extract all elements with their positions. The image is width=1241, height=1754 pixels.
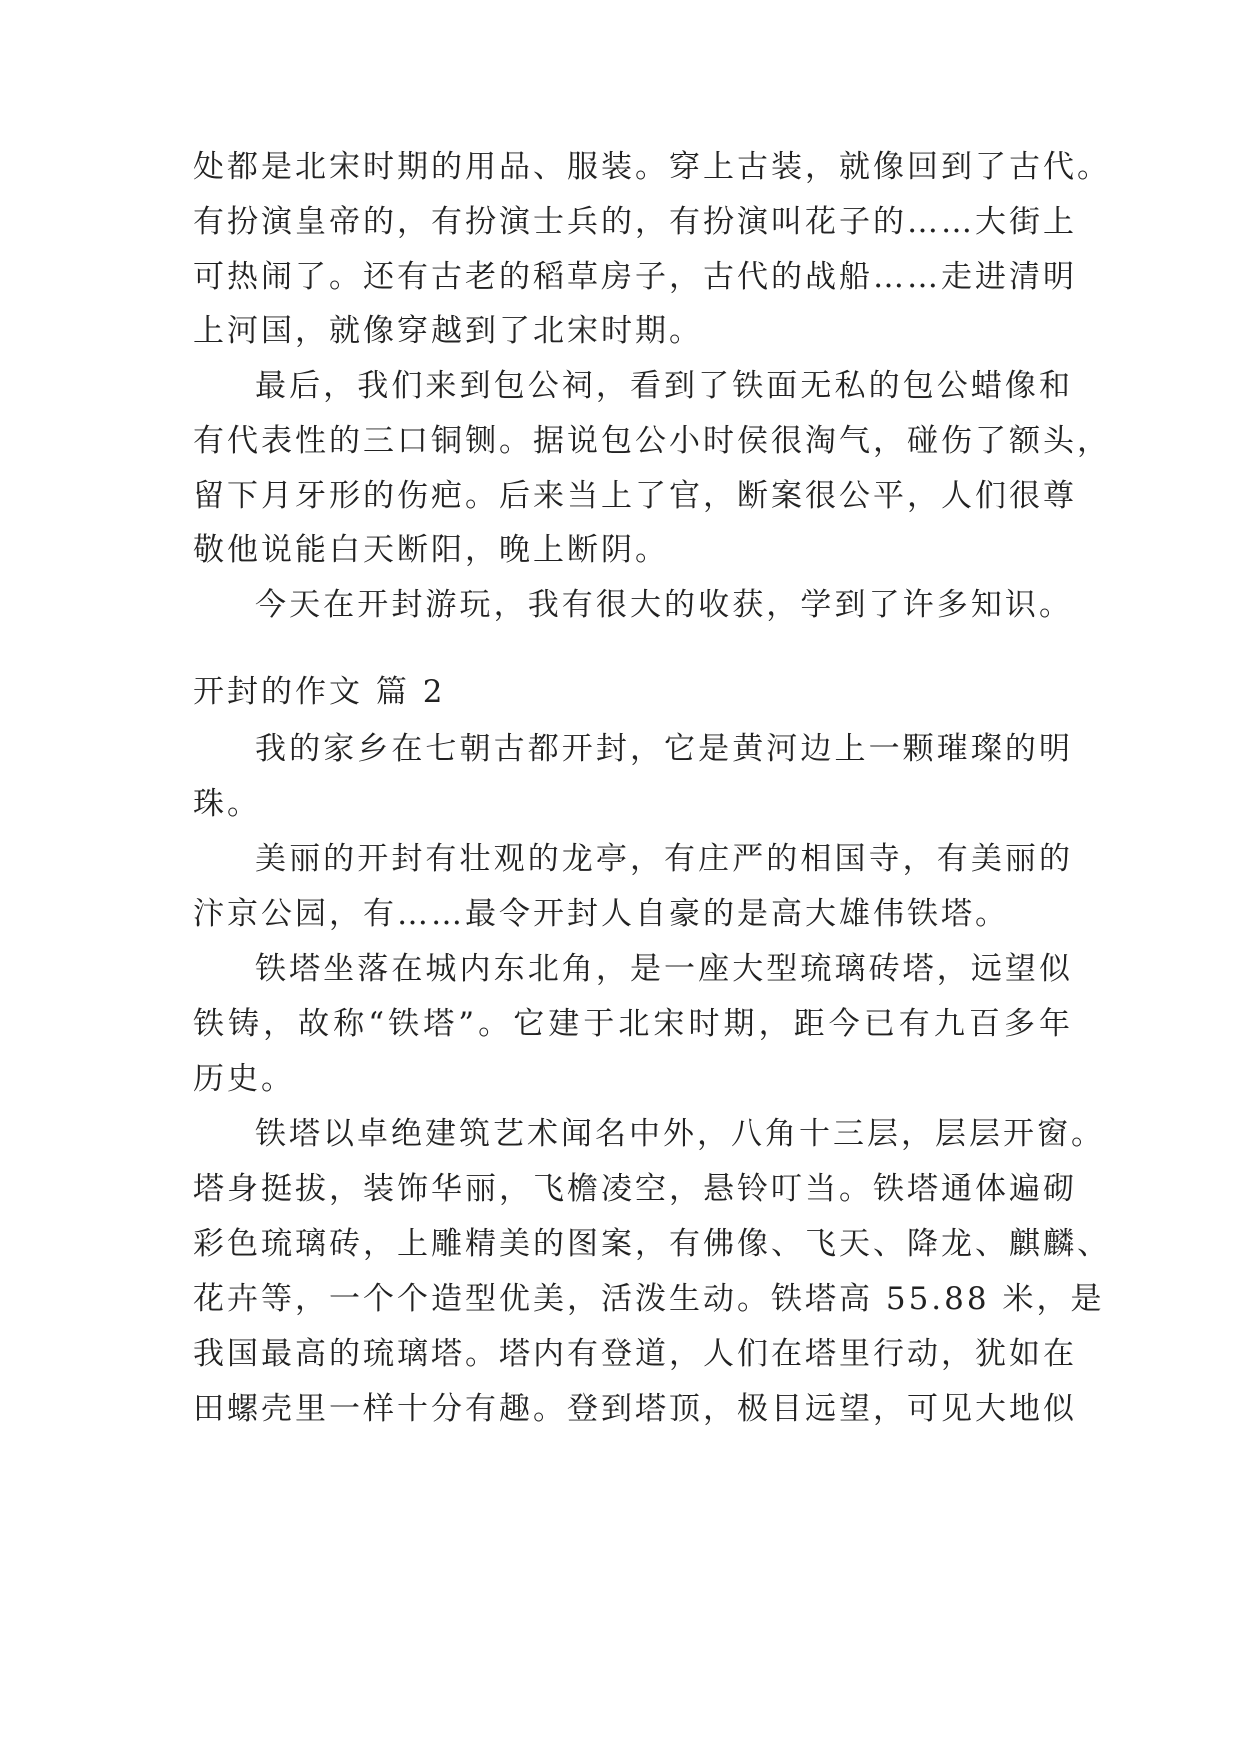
paragraph-line: 美丽的开封有壮观的龙亭，有庄严的相国寺，有美丽的 <box>255 841 1073 877</box>
paragraph-line: 我国最高的琉璃塔。塔内有登道，人们在塔里行动，犹如在 <box>193 1336 1077 1372</box>
paragraph-line: 有扮演皇帝的，有扮演士兵的，有扮演叫花子的……大街上 <box>193 204 1077 240</box>
paragraph-line: 敬他说能白天断阳，晚上断阴。 <box>193 532 669 568</box>
paragraph-line: 田螺壳里一样十分有趣。登到塔顶，极目远望，可见大地似 <box>193 1391 1077 1427</box>
paragraph-line: 铁塔以卓绝建筑艺术闻名中外，八角十三层，层层开窗。 <box>255 1116 1105 1152</box>
paragraph-line: 铁铸，故称“铁塔”。它建于北宋时期，距今已有九百多年 <box>193 1006 1073 1042</box>
paragraph-line: 最后，我们来到包公祠，看到了铁面无私的包公蜡像和 <box>255 368 1073 404</box>
paragraph-line: 可热闹了。还有古老的稻草房子，古代的战船……走进清明 <box>193 259 1077 295</box>
paragraph-line: 珠。 <box>193 786 261 822</box>
paragraph-line: 历史。 <box>193 1061 295 1097</box>
paragraph-line: 有代表性的三口铜铡。据说包公小时侯很淘气，碰伤了额头， <box>193 423 1111 459</box>
paragraph-line: 塔身挺拔，装饰华丽，飞檐凌空，悬铃叮当。铁塔通体遍砌 <box>193 1171 1077 1207</box>
paragraph-line: 我的家乡在七朝古都开封，它是黄河边上一颗璀璨的明 <box>255 731 1073 767</box>
section-heading: 开封的作文 篇 2 <box>193 674 446 710</box>
paragraph-line: 今天在开封游玩，我有很大的收获，学到了许多知识。 <box>255 587 1073 623</box>
paragraph-line: 留下月牙形的伤疤。后来当上了官，断案很公平，人们很尊 <box>193 478 1077 514</box>
paragraph-line: 汴京公园，有……最令开封人自豪的是高大雄伟铁塔。 <box>193 896 1009 932</box>
paragraph-line: 彩色琉璃砖，上雕精美的图案，有佛像、飞天、降龙、麒麟、 <box>193 1226 1111 1262</box>
paragraph-line: 上河国，就像穿越到了北宋时期。 <box>193 313 703 349</box>
paragraph-line: 处都是北宋时期的用品、服装。穿上古装，就像回到了古代。 <box>193 149 1111 185</box>
paragraph-line: 铁塔坐落在城内东北角，是一座大型琉璃砖塔，远望似 <box>255 951 1073 987</box>
paragraph-line: 花卉等，一个个造型优美，活泼生动。铁塔高 55.88 米，是 <box>193 1281 1105 1317</box>
